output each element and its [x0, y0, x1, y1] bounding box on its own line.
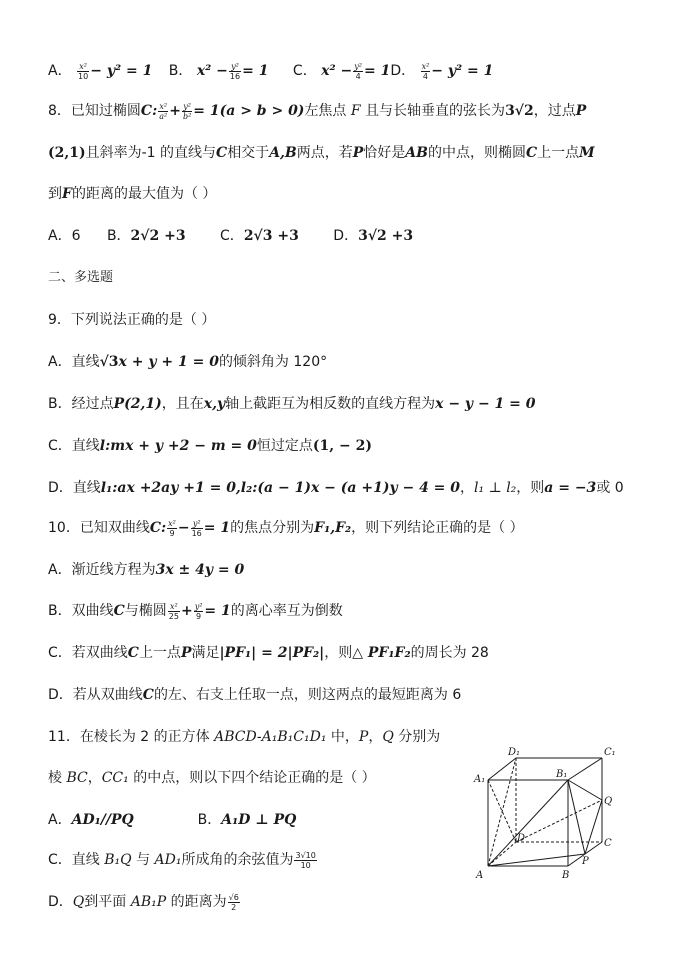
q8-text: 两点，若 [296, 145, 353, 161]
q9-text: 恒过定点 [256, 438, 313, 454]
label-c: C [604, 838, 612, 849]
edge [568, 758, 602, 780]
q11-text: 中， [330, 729, 359, 745]
label-d1: D₁ [508, 747, 521, 758]
segment-ab1 [488, 780, 568, 866]
segment-pq [585, 800, 602, 854]
q8-options: A．6 B．2√2 +3 C．2√3 +3 D．3√2 +3 [48, 228, 414, 244]
q11-cube-name: ABCD-A₁B₁C₁D₁ [214, 729, 327, 745]
label-a: A [476, 870, 484, 881]
q11-text: 11．在棱长为 2 的正方体 [48, 729, 210, 745]
q9-opt-d: D．直线l₁:ax +2ay +1 = 0,l₂:(a − 1)x − (a +1)y − 4 = 0，l₁ ⊥ l₂，则a = −3或 0 [48, 480, 624, 496]
q10-text: 满足 [191, 645, 220, 661]
q9-text: B．经过点 [48, 396, 114, 412]
q10-text: 的离心率互为倒数 [230, 603, 343, 619]
q11-opt-b-label: B． [197, 812, 222, 828]
q8-line2: (2,1)且斜率为-1 的直线与C相交于A,B两点，若P恰好是AB的中点，则椭圆C上一点M [48, 145, 595, 161]
label-b1: B₁ [556, 769, 568, 780]
q8-opt-b-label: B． [106, 228, 131, 244]
q10-text: A．渐近线方程为 [48, 562, 156, 578]
q10-text: 与椭圆 [124, 603, 167, 619]
q8-text: 恰好是 [363, 145, 406, 161]
q8-text: 且斜率为-1 的直线与 [85, 145, 217, 161]
frac: $\frac{\text{x²}}{\text{a²}}$ [159, 101, 168, 121]
q8-text: 的中点，则椭圆 [428, 145, 526, 161]
label-d: D [517, 833, 526, 844]
hidden-ad1 [488, 758, 516, 866]
q8-text: 的距离的最大值为（ ） [71, 186, 217, 202]
q10-text: B．双曲线 [48, 603, 114, 619]
q11-stem-line2: 棱 BC，CC₁ 的中点，则以下四个结论正确的是（ ） [48, 770, 376, 786]
cube-figure [470, 744, 620, 884]
q11-text: D． [48, 894, 73, 910]
label-a1: A₁ [474, 774, 486, 785]
frac: $\frac{\text{x²}}{4}$ [421, 61, 430, 81]
frac: $\frac{\text{y²}}{4}$ [354, 61, 362, 81]
q10-stem: 10．已知双曲线C: $\frac{\text{x²}}{9}$ − $\frac{\text{y²}}{16}$ = 1的焦点分别为F₁,F₂，则下列结论正确的是（ ） [48, 518, 524, 538]
q10-opt-b: B．双曲线C与椭圆 $\frac{\text{x²}}{25}$ + $\frac{\text{y²}}{9}$ = 1的离心率互为倒数 [48, 601, 343, 621]
hidden-dq [516, 800, 602, 842]
q7-opt-b-label: B． [168, 63, 193, 79]
q8-opt-d-label: D． [333, 228, 359, 244]
q11-opt-a-label: A． [48, 812, 72, 828]
q8-opt-a: A．6 [48, 228, 81, 244]
q8-opt-c-label: C． [220, 228, 244, 244]
q9-text: 的倾斜角为 120° [218, 354, 328, 370]
q11-stem-line1: 11．在棱长为 2 的正方体 ABCD-A₁B₁C₁D₁ 中，P，Q 分别为 [48, 729, 441, 745]
frac: $\frac{\text{y²}}{16}$ [229, 61, 241, 81]
q8-line3: 到F的距离的最大值为（ ） [48, 186, 217, 202]
q8-text: 8．已知过椭圆 [48, 103, 141, 119]
q8-text: 相交于 [227, 145, 270, 161]
q10-opt-c: C．若双曲线C上一点P满足|PF₁| = 2|PF₂|，则△ PF₁F₂的周长为 28 [48, 645, 489, 661]
q9-opt-b: B．经过点P(2,1)，且在x,y轴上截距互为相反数的直线方程为x − y − 1 = 0 [48, 396, 536, 412]
q9-text: ，且在 [161, 396, 204, 412]
q8-text: ，过点 [533, 103, 576, 119]
frac: $\frac{\text{x²}}{10}$ [78, 61, 89, 81]
q11-text: 到平面 [84, 894, 127, 910]
q9-text: 轴上截距互为相反数的直线方程为 [225, 396, 436, 412]
edge [488, 758, 516, 780]
q10-text: 上一点 [138, 645, 181, 661]
q11-opt-ab: A．AD₁//PQ B．A₁D ⊥ PQ [48, 812, 297, 828]
q11-text: 棱 [48, 770, 62, 786]
frac: $\frac{3√10}{10}$ [295, 850, 316, 870]
frac: $\frac{\text{x²}}{9}$ [168, 518, 176, 538]
q11-text: 分别为 [398, 729, 441, 745]
q9-stem: 9．下列说法正确的是（ ） [48, 312, 216, 328]
q9-text: D．直线 [48, 480, 101, 496]
q9-text: ， [460, 480, 475, 496]
q8-text: 左焦点 [304, 103, 347, 119]
q9-text: C．直线 [48, 438, 100, 454]
label-b: B [562, 870, 570, 881]
q10-text: D．若从双曲线 [48, 687, 143, 703]
q10-text: 10．已知双曲线 [48, 520, 150, 536]
q9-text: A．直线 [48, 354, 100, 370]
q11-text: 与 [136, 852, 151, 868]
frac: $\frac{\text{y²}}{9}$ [194, 601, 203, 621]
q10-text: ，则 [324, 645, 353, 661]
q9-opt-c: C．直线l:mx + y +2 − m = 0恒过定点(1, − 2) [48, 438, 372, 454]
q7-opt-d-label: D． [390, 63, 416, 79]
q8-text: 上一点 [537, 145, 580, 161]
q10-text: ，则下列结论正确的是（ ） [351, 520, 524, 536]
q7-opt-a-label: A． [48, 63, 72, 79]
frac: $\frac{√6}{2}$ [228, 892, 239, 912]
q11-text: C．直线 [48, 852, 100, 868]
frac: $\frac{\text{x²}}{25}$ [168, 601, 179, 621]
q10-text: C．若双曲线 [48, 645, 128, 661]
segment-b1q [568, 780, 602, 800]
q8-text: 到 [48, 186, 62, 202]
q11-text: 所成角的余弦值为 [181, 852, 294, 868]
frac: $\frac{\text{y²}}{\text{b²}}$ [182, 101, 192, 121]
q9-text: ，则 [516, 480, 545, 496]
q11-opt-d: D．Q到平面 AB₁P 的距离为 $\frac{√6}{2}$ [48, 892, 239, 912]
label-p: P [582, 856, 589, 867]
q8-line1: 8．已知过椭圆C: $\frac{\text{x²}}{\text{a²}}$ + $\frac{\text{y²}}{\text{b²}}$ = 1(a > b > 0)左焦点 F 且与长轴垂直的弦长为3√2，过点P [48, 101, 587, 121]
q8-text: 且与长轴垂直的弦长为 [365, 103, 506, 119]
label-q: Q [604, 796, 613, 807]
q9-text: 或 0 [596, 480, 624, 496]
hidden-edge [488, 842, 516, 866]
q9-opt-a: A．直线√3x + y + 1 = 0的倾斜角为 120° [48, 354, 328, 370]
q10-opt-a: A．渐近线方程为3x ± 4y = 0 [48, 562, 245, 578]
q10-text: 的周长为 28 [410, 645, 489, 661]
frac: $\frac{\text{y²}}{16}$ [191, 518, 202, 538]
q11-opt-c: C．直线 B₁Q 与 AD₁所成角的余弦值为 $\frac{3√10}{10}$ [48, 850, 316, 870]
q7-opt-c-label: C． [292, 63, 317, 79]
label-c1: C₁ [604, 747, 616, 758]
q11-text: 的中点，则以下四个结论正确的是（ ） [133, 770, 376, 786]
q10-text: 的左、右支上任取一点，则这两点的最短距离为 6 [153, 687, 462, 703]
q7-options: A． $\frac{\text{x²}}{10}$ − y² = 1 B． x² − $\frac{\text{y²}}{16}$ = 1 C． x² − $\frac{\text{y²}}{4}$ = 1D． $\frac{\text{x²}}{4}$ − y² = 1 [48, 61, 494, 81]
segment-b1p [568, 780, 585, 854]
q11-text: 的距离为 [170, 894, 227, 910]
section-title: 二、多选题 [48, 270, 114, 285]
q10-opt-d: D．若从双曲线C的左、右支上任取一点，则这两点的最短距离为 6 [48, 687, 462, 703]
q10-text: 的焦点分别为 [230, 520, 315, 536]
